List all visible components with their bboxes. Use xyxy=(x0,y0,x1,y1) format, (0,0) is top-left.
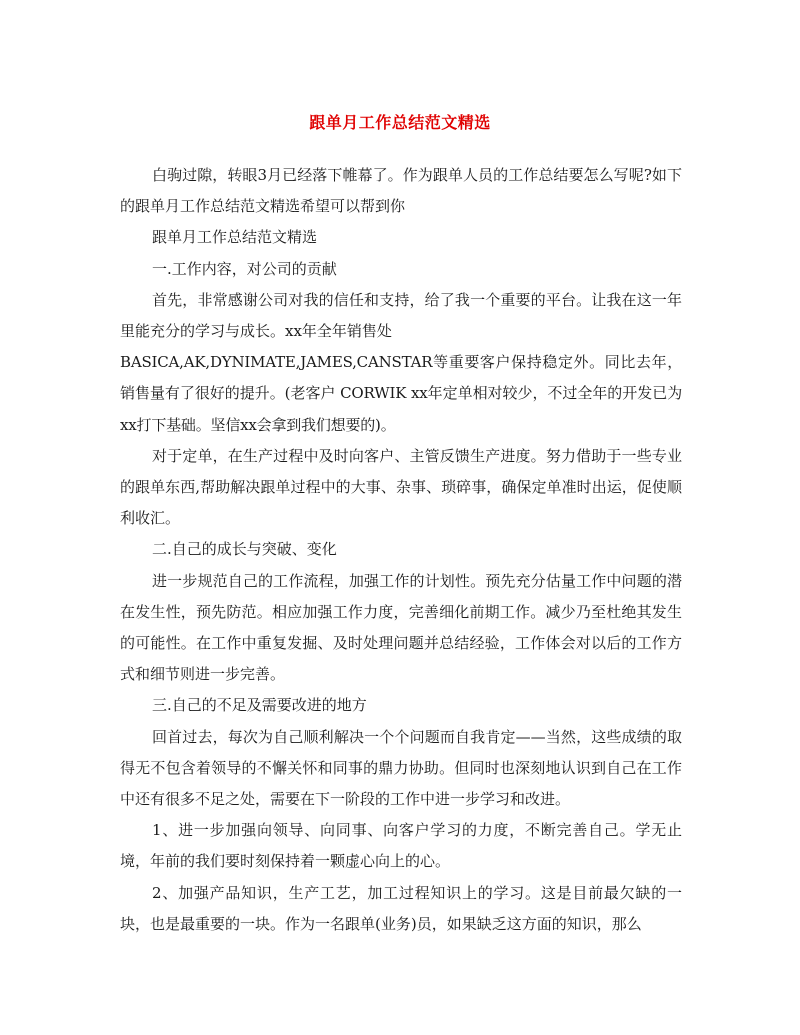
intro-paragraph: 白驹过隙，转眼3月已经落下帷幕了。作为跟单人员的工作总结要怎么写呢?如下的跟单月工作总结范文精选希望可以帮到你 xyxy=(120,166,682,216)
body-paragraph: 回首过去，每次为自己顺利解决一个个问题而自我肯定——当然，这些成绩的取得无不包含着领导的不懈关怀和同事的鼎力协助。但同时也深刻地认识到自己在工作中还有很多不足之处，需要在下一阶段的工作中进一步学习和改进。 xyxy=(120,727,682,809)
document-title: 跟单月工作总结范文精选 xyxy=(309,113,491,132)
section-heading-3: 三.自己的不足及需要改进的地方 xyxy=(152,696,367,715)
body-paragraph: BASICA,AK,DYNIMATE,JAMES,CANSTAR等重要客户保持稳定外。同比去年，销售量有了很好的提升。(老客户 CORWIK xx年定单相对较少，不过全年的开发已为xx打下基础。坚信xx会拿到我们想要的)。 xyxy=(120,353,682,434)
body-paragraph: 首先，非常感谢公司对我的信任和支持，给了我一个重要的平台。让我在这一年里能充分的学习与成长。xx年全年销售处 xyxy=(120,290,682,341)
document-body xyxy=(120,160,682,940)
section-heading-1: 一.工作内容，对公司的贡献 xyxy=(152,259,337,278)
section-heading-2: 二.自己的成长与突破、变化 xyxy=(152,540,337,559)
list-item-1: 1、进一步加强向领导、向同事、向客户学习的力度，不断完善自己。学无止境，年前的我们要时刻保持着一颗虚心向上的心。 xyxy=(120,821,682,871)
list-item-2: 2、加强产品知识，生产工艺，加工过程知识上的学习。这是目前最欠缺的一块，也是最重要的一块。作为一名跟单(业务)员，如果缺乏这方面的知识，那么 xyxy=(120,883,682,933)
body-paragraph: 对于定单，在生产过程中及时向客户、主管反馈生产进度。努力借助于一些专业的跟单东西,帮助解决跟单过程中的大事、杂事、琐碎事，确保定单准时出运，促使顺利收汇。 xyxy=(120,446,682,528)
subtitle-paragraph: 跟单月工作总结范文精选 xyxy=(152,228,318,247)
body-paragraph: 进一步规范自己的工作流程，加强工作的计划性。预先充分估量工作中问题的潜在发生性，预先防范。相应加强工作力度，完善细化前期工作。减少乃至杜绝其发生的可能性。在工作中重复发掘、及时处理问题并总结经验，工作体会对以后的工作方式和细节则进一步完善。 xyxy=(120,571,682,684)
